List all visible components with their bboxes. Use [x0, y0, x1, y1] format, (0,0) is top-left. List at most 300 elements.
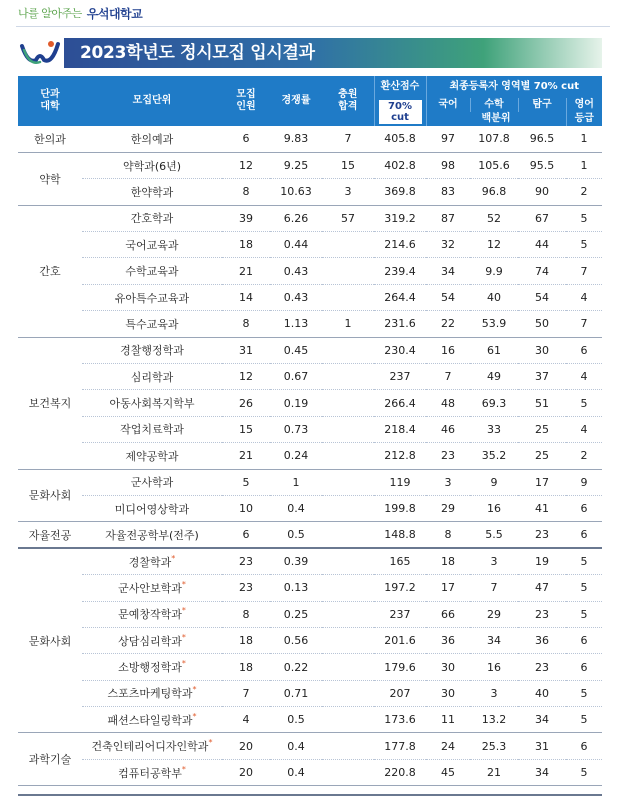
- inq-cell: 19: [518, 548, 566, 574]
- score-cell: 405.8: [374, 126, 426, 152]
- kor-cell: 83: [426, 179, 470, 205]
- extra-cell: [322, 654, 374, 680]
- asterisk-icon: *: [171, 553, 176, 563]
- score-cell: 214.6: [374, 232, 426, 258]
- eng-cell: 5: [566, 548, 602, 574]
- kor-cell: 45: [426, 759, 470, 785]
- header-final: 최종등록자 영역별 70% cut: [426, 76, 602, 98]
- ratio-cell: 6.26: [270, 205, 322, 231]
- asterisk-icon: *: [181, 659, 186, 668]
- math-cell: 33: [470, 416, 518, 442]
- eng-cell: 2: [566, 179, 602, 205]
- ratio-cell: 0.4: [270, 733, 322, 759]
- eng-cell: 1: [566, 152, 602, 178]
- unit-name: 상담심리학과: [118, 634, 182, 648]
- math-cell: 53.9: [470, 311, 518, 337]
- unit-cell: [82, 416, 222, 442]
- ratio-cell: 0.56: [270, 627, 322, 653]
- ratio-cell: 9.83: [270, 126, 322, 152]
- score-cell: 207: [374, 680, 426, 706]
- extra-cell: [322, 364, 374, 390]
- ratio-cell: 0.44: [270, 232, 322, 258]
- inq-cell: 44: [518, 232, 566, 258]
- extra-cell: [322, 522, 374, 548]
- unit-name: 스포츠마케팅학과: [107, 687, 193, 701]
- kor-cell: 3: [426, 469, 470, 495]
- header-score-cut-cell: [374, 98, 426, 126]
- extra-cell: 57: [322, 205, 374, 231]
- quota-cell: 10: [222, 495, 270, 521]
- inq-cell: 96.5: [518, 126, 566, 152]
- math-cell: 61: [470, 337, 518, 363]
- extra-cell: 7: [322, 126, 374, 152]
- score-cell: 165: [374, 548, 426, 574]
- unit-name: 경찰행정학과: [120, 344, 184, 358]
- header-quota: 모집 인원: [222, 76, 270, 126]
- kor-cell: 98: [426, 152, 470, 178]
- math-cell: 7: [470, 575, 518, 601]
- kor-cell: 30: [426, 680, 470, 706]
- quota-cell: 5: [222, 469, 270, 495]
- kor-cell: 36: [426, 627, 470, 653]
- unit-name: 아동사회복지학부: [109, 397, 195, 411]
- score-cell: 148.8: [374, 522, 426, 548]
- eng-cell: 5: [566, 601, 602, 627]
- unit-cell: [82, 152, 222, 178]
- admission-results-table: [18, 76, 602, 786]
- header-divider: [16, 26, 610, 27]
- ratio-cell: 1.13: [270, 311, 322, 337]
- unit-name: 수학교육과: [125, 265, 179, 279]
- table-row: [18, 733, 602, 759]
- eng-cell: 7: [566, 258, 602, 284]
- unit-cell: [82, 443, 222, 469]
- quota-cell: 31: [222, 337, 270, 363]
- inq-cell: 95.5: [518, 152, 566, 178]
- unit-name: 간호학과: [130, 212, 174, 226]
- unit-name: 제약공학과: [125, 449, 179, 463]
- unit-name: 군사학과: [130, 476, 174, 490]
- inq-cell: 25: [518, 443, 566, 469]
- score-cell: 218.4: [374, 416, 426, 442]
- header-college: 단과 대학: [18, 76, 82, 126]
- math-cell: 34: [470, 627, 518, 653]
- header-inq: 탐구: [518, 98, 566, 112]
- table-row: [18, 759, 602, 785]
- score-cell: 179.6: [374, 654, 426, 680]
- unit-cell: [82, 179, 222, 205]
- score-cell: 369.8: [374, 179, 426, 205]
- quota-cell: 8: [222, 179, 270, 205]
- ratio-cell: 0.22: [270, 654, 322, 680]
- kor-cell: 8: [426, 522, 470, 548]
- eng-cell: 6: [566, 627, 602, 653]
- unit-cell: [82, 627, 222, 653]
- ratio-cell: 0.39: [270, 548, 322, 574]
- table-row: [18, 522, 602, 548]
- ratio-cell: 0.13: [270, 575, 322, 601]
- unit-cell: [82, 258, 222, 284]
- table-row: [18, 152, 602, 178]
- score-cell: 173.6: [374, 707, 426, 733]
- kor-cell: 18: [426, 548, 470, 574]
- ratio-cell: 10.63: [270, 179, 322, 205]
- inq-cell: 25: [518, 416, 566, 442]
- score-cell: 237: [374, 364, 426, 390]
- table-row: [18, 311, 602, 337]
- kor-cell: 17: [426, 575, 470, 601]
- unit-name: 건축인테리어디자인학과: [91, 740, 209, 754]
- unit-name: 특수교육과: [125, 317, 179, 331]
- table-row: [18, 495, 602, 521]
- kor-cell: 23: [426, 443, 470, 469]
- extra-cell: 15: [322, 152, 374, 178]
- math-cell: 35.2: [470, 443, 518, 469]
- asterisk-icon: *: [181, 632, 186, 642]
- unit-cell: [82, 469, 222, 495]
- inq-cell: 74: [518, 258, 566, 284]
- ratio-cell: 0.24: [270, 443, 322, 469]
- inq-cell: 67: [518, 205, 566, 231]
- math-cell: 49: [470, 364, 518, 390]
- inq-cell: 31: [518, 733, 566, 759]
- header-kor: 국어: [426, 98, 470, 112]
- college-cell: 자율전공: [18, 522, 82, 548]
- unit-cell: [82, 680, 222, 706]
- header-ratio: 경쟁률: [270, 76, 322, 126]
- ratio-cell: 0.4: [270, 759, 322, 785]
- table-row: [18, 654, 602, 680]
- unit-name: 심리학과: [130, 370, 174, 384]
- inq-cell: 34: [518, 707, 566, 733]
- eng-cell: 5: [566, 232, 602, 258]
- score-cell: 266.4: [374, 390, 426, 416]
- math-cell: 52: [470, 205, 518, 231]
- extra-cell: [322, 733, 374, 759]
- math-cell: 107.8: [470, 126, 518, 152]
- quota-cell: 4: [222, 707, 270, 733]
- table-row: [18, 575, 602, 601]
- kor-cell: 66: [426, 601, 470, 627]
- unit-cell: [82, 759, 222, 785]
- inq-cell: 90: [518, 179, 566, 205]
- unit-name: 컴퓨터공학부: [118, 766, 182, 780]
- table-row: [18, 601, 602, 627]
- inq-cell: 50: [518, 311, 566, 337]
- ratio-cell: 0.67: [270, 364, 322, 390]
- quota-cell: 18: [222, 654, 270, 680]
- inq-cell: 51: [518, 390, 566, 416]
- kor-cell: 11: [426, 707, 470, 733]
- math-cell: 40: [470, 284, 518, 310]
- inq-cell: 47: [518, 575, 566, 601]
- quota-cell: 18: [222, 627, 270, 653]
- ratio-cell: 0.73: [270, 416, 322, 442]
- quota-cell: 7: [222, 680, 270, 706]
- score-cell: 239.4: [374, 258, 426, 284]
- college-cell: 과학기술: [18, 733, 82, 786]
- kor-cell: 16: [426, 337, 470, 363]
- quota-cell: 21: [222, 258, 270, 284]
- college-cell: 보건복지: [18, 337, 82, 469]
- unit-name: 국어교육과: [125, 238, 179, 252]
- score-cell: 264.4: [374, 284, 426, 310]
- brand-header: [18, 4, 142, 22]
- extra-cell: [322, 232, 374, 258]
- math-cell: 25.3: [470, 733, 518, 759]
- header-score: 환산점수: [374, 76, 426, 98]
- score-cell: 231.6: [374, 311, 426, 337]
- college-cell: 문화사회: [18, 469, 82, 522]
- unit-name: 유아특수교육과: [114, 291, 190, 305]
- inq-cell: 30: [518, 337, 566, 363]
- table-row: [18, 205, 602, 231]
- header-percentile: 백분위: [426, 112, 566, 126]
- extra-cell: [322, 627, 374, 653]
- header-score-cut: 70% cut: [379, 100, 422, 124]
- unit-cell: [82, 733, 222, 759]
- college-cell: 문화사회: [18, 548, 82, 733]
- header-unit: 모집단위: [82, 76, 222, 126]
- unit-name: 군사안보학과: [118, 581, 182, 595]
- university-logo-icon: [18, 38, 64, 68]
- extra-cell: 3: [322, 179, 374, 205]
- score-cell: 197.2: [374, 575, 426, 601]
- math-cell: 3: [470, 548, 518, 574]
- table-bottom-rule: [18, 794, 602, 796]
- inq-cell: 41: [518, 495, 566, 521]
- table-row: [18, 258, 602, 284]
- unit-name: 미디어영상학과: [114, 502, 190, 516]
- inq-cell: 54: [518, 284, 566, 310]
- table-row: [18, 337, 602, 363]
- quota-cell: 6: [222, 126, 270, 152]
- unit-name: 패션스타일링학과: [107, 713, 193, 727]
- ratio-cell: 0.71: [270, 680, 322, 706]
- page-title: 2023학년도 정시모집 입시결과: [64, 38, 602, 68]
- unit-cell: [82, 126, 222, 152]
- eng-cell: 5: [566, 759, 602, 785]
- inq-cell: 23: [518, 654, 566, 680]
- math-cell: 96.8: [470, 179, 518, 205]
- table-row: [18, 416, 602, 442]
- extra-cell: [322, 759, 374, 785]
- score-cell: 212.8: [374, 443, 426, 469]
- math-cell: 16: [470, 654, 518, 680]
- eng-cell: 5: [566, 205, 602, 231]
- kor-cell: 46: [426, 416, 470, 442]
- extra-cell: 1: [322, 311, 374, 337]
- math-cell: 12: [470, 232, 518, 258]
- extra-cell: [322, 707, 374, 733]
- asterisk-icon: *: [192, 711, 197, 721]
- kor-cell: 22: [426, 311, 470, 337]
- eng-cell: 5: [566, 575, 602, 601]
- college-cell: 한의과: [18, 126, 82, 152]
- table-row: [18, 707, 602, 733]
- extra-cell: [322, 284, 374, 310]
- score-cell: 402.8: [374, 152, 426, 178]
- math-cell: 13.2: [470, 707, 518, 733]
- eng-cell: 7: [566, 311, 602, 337]
- extra-cell: [322, 469, 374, 495]
- title-bar: [18, 38, 602, 68]
- extra-cell: [322, 680, 374, 706]
- table-row: [18, 232, 602, 258]
- unit-name: 한약학과: [130, 185, 174, 199]
- table-row: [18, 126, 602, 152]
- ratio-cell: 0.5: [270, 522, 322, 548]
- unit-name: 약학과(6년): [122, 159, 182, 173]
- math-cell: 16: [470, 495, 518, 521]
- score-cell: 319.2: [374, 205, 426, 231]
- unit-name: 한의예과: [130, 132, 174, 146]
- math-cell: 9: [470, 469, 518, 495]
- brand-tagline: 나를 알아주는: [18, 7, 82, 20]
- ratio-cell: 0.4: [270, 495, 322, 521]
- kor-cell: 24: [426, 733, 470, 759]
- unit-name: 경찰학과: [128, 555, 172, 569]
- unit-cell: [82, 495, 222, 521]
- kor-cell: 32: [426, 232, 470, 258]
- table-row: [18, 548, 602, 574]
- score-cell: 201.6: [374, 627, 426, 653]
- kor-cell: 48: [426, 390, 470, 416]
- eng-cell: 4: [566, 284, 602, 310]
- score-cell: 230.4: [374, 337, 426, 363]
- math-cell: 29: [470, 601, 518, 627]
- kor-cell: 30: [426, 654, 470, 680]
- score-cell: 177.8: [374, 733, 426, 759]
- kor-cell: 29: [426, 495, 470, 521]
- unit-cell: [82, 707, 222, 733]
- college-cell: 간호: [18, 205, 82, 337]
- unit-cell: [82, 205, 222, 231]
- table-row: [18, 179, 602, 205]
- extra-cell: [322, 575, 374, 601]
- college-cell: 약학: [18, 152, 82, 205]
- eng-cell: 4: [566, 416, 602, 442]
- header-eng-grade: 등급: [566, 112, 602, 126]
- header-extra: 충원 합격: [322, 76, 374, 126]
- score-cell: 119: [374, 469, 426, 495]
- quota-cell: 26: [222, 390, 270, 416]
- quota-cell: 20: [222, 733, 270, 759]
- math-cell: 69.3: [470, 390, 518, 416]
- eng-cell: 6: [566, 733, 602, 759]
- quota-cell: 15: [222, 416, 270, 442]
- extra-cell: [322, 495, 374, 521]
- eng-cell: 4: [566, 364, 602, 390]
- kor-cell: 87: [426, 205, 470, 231]
- ratio-cell: 0.19: [270, 390, 322, 416]
- table-body: [18, 126, 602, 786]
- ratio-cell: 0.43: [270, 258, 322, 284]
- quota-cell: 12: [222, 364, 270, 390]
- table-row: [18, 680, 602, 706]
- asterisk-icon: *: [181, 579, 186, 589]
- unit-cell: [82, 364, 222, 390]
- quota-cell: 18: [222, 232, 270, 258]
- quota-cell: 14: [222, 284, 270, 310]
- extra-cell: [322, 443, 374, 469]
- quota-cell: 39: [222, 205, 270, 231]
- eng-cell: 5: [566, 707, 602, 733]
- score-cell: 220.8: [374, 759, 426, 785]
- table-row: [18, 284, 602, 310]
- ratio-cell: 1: [270, 469, 322, 495]
- unit-cell: [82, 311, 222, 337]
- kor-cell: 97: [426, 126, 470, 152]
- asterisk-icon: *: [181, 606, 186, 616]
- ratio-cell: 0.45: [270, 337, 322, 363]
- unit-name: 소방행정학과: [118, 661, 182, 674]
- eng-cell: 6: [566, 522, 602, 548]
- math-cell: 21: [470, 759, 518, 785]
- eng-cell: 6: [566, 495, 602, 521]
- inq-cell: 34: [518, 759, 566, 785]
- extra-cell: [322, 548, 374, 574]
- unit-cell: [82, 575, 222, 601]
- table-row: [18, 364, 602, 390]
- table-row: [18, 443, 602, 469]
- score-cell: 199.8: [374, 495, 426, 521]
- table-row: [18, 469, 602, 495]
- unit-cell: [82, 654, 222, 680]
- extra-cell: [322, 337, 374, 363]
- inq-cell: 40: [518, 680, 566, 706]
- unit-cell: [82, 522, 222, 548]
- brand-school-name: 우석대학교: [86, 6, 143, 21]
- quota-cell: 12: [222, 152, 270, 178]
- header-math: 수학: [470, 98, 518, 112]
- quota-cell: 6: [222, 522, 270, 548]
- math-cell: 9.9: [470, 258, 518, 284]
- kor-cell: 34: [426, 258, 470, 284]
- kor-cell: 54: [426, 284, 470, 310]
- eng-cell: 6: [566, 337, 602, 363]
- inq-cell: 23: [518, 522, 566, 548]
- unit-cell: [82, 548, 222, 574]
- extra-cell: [322, 390, 374, 416]
- extra-cell: [322, 258, 374, 284]
- table-row: [18, 390, 602, 416]
- quota-cell: 20: [222, 759, 270, 785]
- inq-cell: 23: [518, 601, 566, 627]
- asterisk-icon: *: [192, 685, 197, 695]
- quota-cell: 8: [222, 311, 270, 337]
- table-row: [18, 627, 602, 653]
- math-cell: 3: [470, 680, 518, 706]
- math-cell: 5.5: [470, 522, 518, 548]
- eng-cell: 1: [566, 126, 602, 152]
- asterisk-icon: *: [181, 764, 186, 774]
- unit-cell: [82, 337, 222, 363]
- quota-cell: 8: [222, 601, 270, 627]
- extra-cell: [322, 416, 374, 442]
- eng-cell: 6: [566, 654, 602, 680]
- unit-name: 문예창작학과: [118, 608, 182, 622]
- score-cell: 237: [374, 601, 426, 627]
- inq-cell: 36: [518, 627, 566, 653]
- eng-cell: 5: [566, 390, 602, 416]
- math-cell: 105.6: [470, 152, 518, 178]
- unit-cell: [82, 284, 222, 310]
- unit-cell: [82, 232, 222, 258]
- inq-cell: 37: [518, 364, 566, 390]
- ratio-cell: 0.5: [270, 707, 322, 733]
- quota-cell: 23: [222, 575, 270, 601]
